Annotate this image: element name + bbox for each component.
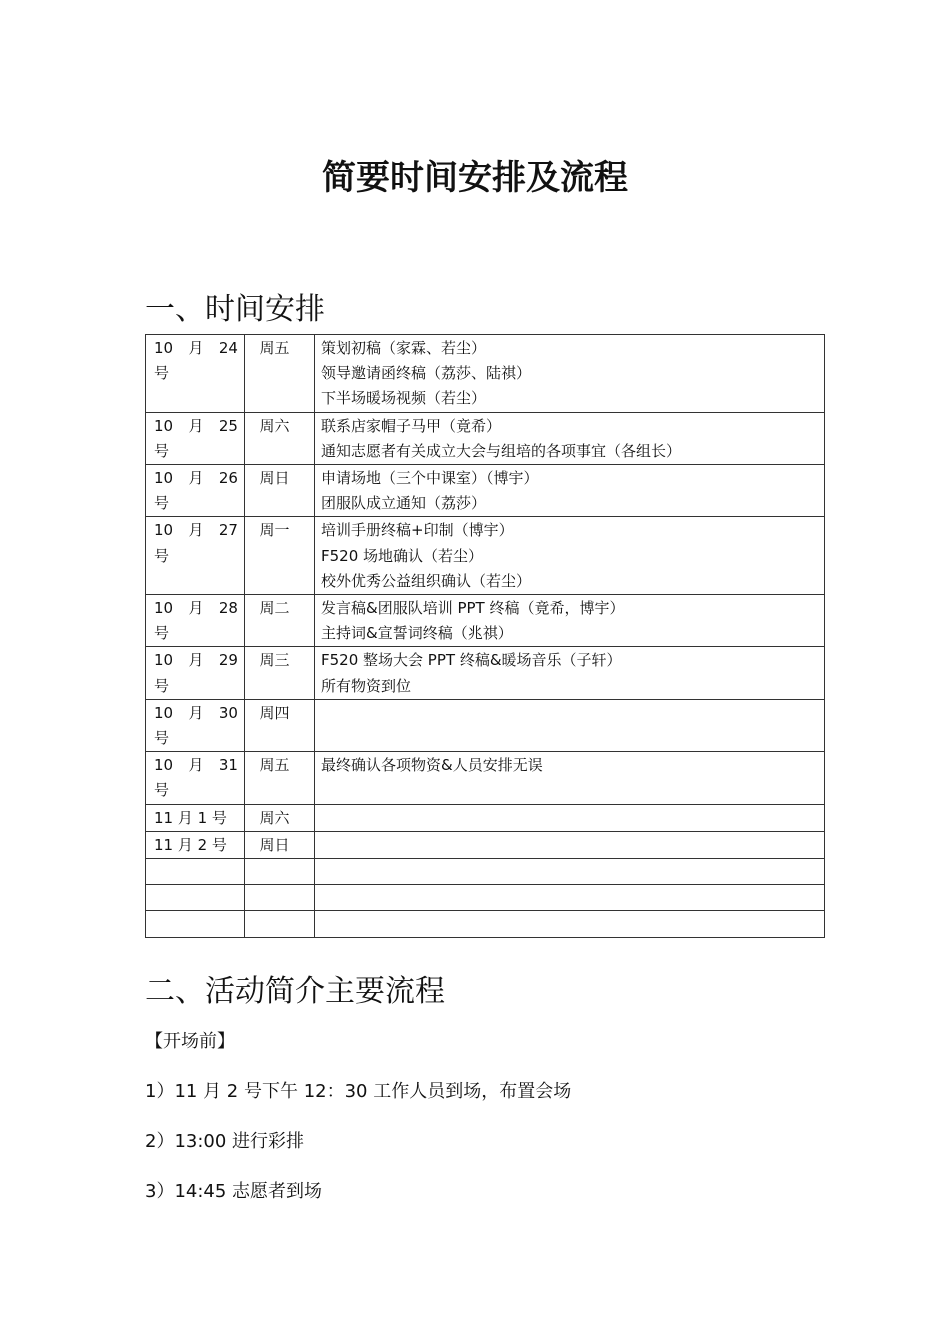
date-suffix: 号 [154, 729, 170, 748]
date-suffix: 号 [154, 781, 170, 800]
date-month: 10 [154, 416, 174, 435]
table-row [146, 647, 825, 699]
date-cell [146, 595, 245, 647]
task-item: 主持词&宣誓词终稿（兆祺） [321, 624, 513, 643]
tasks-cell [315, 699, 825, 751]
date-cell [146, 335, 245, 413]
date-suffix: 号 [154, 676, 170, 695]
task-item: 校外优秀公益组织确认（若尘） [321, 571, 532, 590]
weekday-cell: 周日 [245, 465, 315, 517]
empty-table-row [146, 859, 825, 885]
empty-table-row [146, 885, 825, 911]
date-unit: 月 [188, 416, 204, 435]
task-item: 团服队成立通知（荔莎） [321, 494, 487, 513]
table-row [146, 595, 825, 647]
table-row [146, 699, 825, 751]
task-item: 下半场暖场视频（若尘） [321, 389, 487, 408]
date-month: 10 [154, 469, 174, 488]
date-unit: 月 [188, 703, 204, 722]
weekday-cell: 周五 [245, 335, 315, 413]
date-day: 27 [218, 521, 238, 540]
schedule-table-body [146, 335, 825, 938]
task-item: 申请场地（三个中课室）（博宇） [321, 469, 539, 488]
date-suffix: 号 [154, 494, 170, 513]
date-cell: 11 月 2 号 [146, 831, 245, 858]
date-day: 24 [218, 339, 238, 357]
task-item: 所有物资到位 [321, 676, 412, 695]
process-step-3: 3）14:45 志愿者到场 [145, 1181, 323, 1202]
process-step-1: 1）11 月 2 号下午 12：30 工作人员到场，布置会场 [145, 1081, 572, 1102]
empty-cell [146, 885, 245, 911]
empty-table-row [146, 911, 825, 937]
table-row [146, 517, 825, 595]
weekday-cell: 周五 [245, 752, 315, 804]
date-cell: 11 月 1 号 [146, 804, 245, 831]
empty-cell [315, 885, 825, 911]
weekday-cell: 周日 [245, 831, 315, 858]
tasks-cell [315, 831, 825, 858]
weekday-cell: 周四 [245, 699, 315, 751]
date-unit: 月 [188, 469, 204, 488]
table-row [146, 412, 825, 464]
page-title: 简要时间安排及流程 [322, 158, 628, 198]
date-month: 10 [154, 599, 174, 618]
empty-cell [245, 911, 315, 937]
table-row [146, 752, 825, 804]
date-cell [146, 517, 245, 595]
empty-cell [245, 885, 315, 911]
date-month: 10 [154, 651, 174, 670]
weekday-cell: 周六 [245, 412, 315, 464]
date-day: 26 [218, 469, 238, 488]
tasks-cell [315, 647, 825, 699]
schedule-table [145, 334, 825, 938]
date-unit: 月 [188, 599, 204, 618]
task-item: 领导邀请函终稿（荔莎、陆祺） [321, 364, 532, 383]
date-unit: 月 [188, 756, 204, 775]
empty-cell [315, 859, 825, 885]
process-subheading: 【开场前】 [145, 1031, 235, 1052]
task-item: 联系店家帽子马甲（竟希） [321, 416, 502, 435]
weekday-cell: 周二 [245, 595, 315, 647]
task-item: 最终确认各项物资&人员安排无误 [321, 756, 543, 775]
empty-cell [146, 859, 245, 885]
tasks-cell [315, 335, 825, 413]
date-day: 30 [218, 703, 238, 722]
date-day: 29 [218, 651, 238, 670]
date-month: 10 [154, 339, 174, 357]
empty-cell [245, 859, 315, 885]
date-cell [146, 752, 245, 804]
tasks-cell [315, 412, 825, 464]
weekday-cell: 周六 [245, 804, 315, 831]
date-suffix: 号 [154, 546, 170, 565]
date-day: 28 [218, 599, 238, 618]
empty-cell [146, 911, 245, 937]
process-step-2: 2）13:00 进行彩排 [145, 1131, 305, 1152]
section-heading-process: 二、活动简介主要流程 [145, 974, 445, 1009]
task-item: F520 场地确认（若尘） [321, 546, 484, 565]
task-item: 通知志愿者有关成立大会与组培的各项事宜（各组长） [321, 441, 682, 460]
date-unit: 月 [188, 339, 204, 357]
section-heading-schedule: 一、时间安排 [145, 292, 325, 327]
date-unit: 月 [188, 651, 204, 670]
date-day: 25 [218, 416, 238, 435]
tasks-cell [315, 595, 825, 647]
date-month: 10 [154, 756, 174, 775]
tasks-cell [315, 465, 825, 517]
date-suffix: 号 [154, 364, 170, 383]
date-day: 31 [218, 756, 238, 775]
task-item: 培训手册终稿+印制（博宇） [321, 521, 514, 540]
tasks-cell [315, 517, 825, 595]
date-month: 10 [154, 703, 174, 722]
date-cell [146, 465, 245, 517]
table-row [146, 831, 825, 858]
date-cell [146, 647, 245, 699]
table-row [146, 804, 825, 831]
task-item: 发言稿&团服队培训 PPT 终稿（竟希，博宇） [321, 599, 625, 618]
table-row [146, 335, 825, 413]
task-item: 策划初稿（家霖、若尘） [321, 339, 487, 357]
empty-cell [315, 911, 825, 937]
task-item: F520 整场大会 PPT 终稿&暖场音乐（子轩） [321, 651, 622, 670]
tasks-cell [315, 752, 825, 804]
date-cell [146, 699, 245, 751]
weekday-cell: 周一 [245, 517, 315, 595]
date-suffix: 号 [154, 441, 170, 460]
tasks-cell [315, 804, 825, 831]
weekday-cell: 周三 [245, 647, 315, 699]
date-suffix: 号 [154, 624, 170, 643]
table-row [146, 465, 825, 517]
date-cell [146, 412, 245, 464]
date-month: 10 [154, 521, 174, 540]
date-unit: 月 [188, 521, 204, 540]
